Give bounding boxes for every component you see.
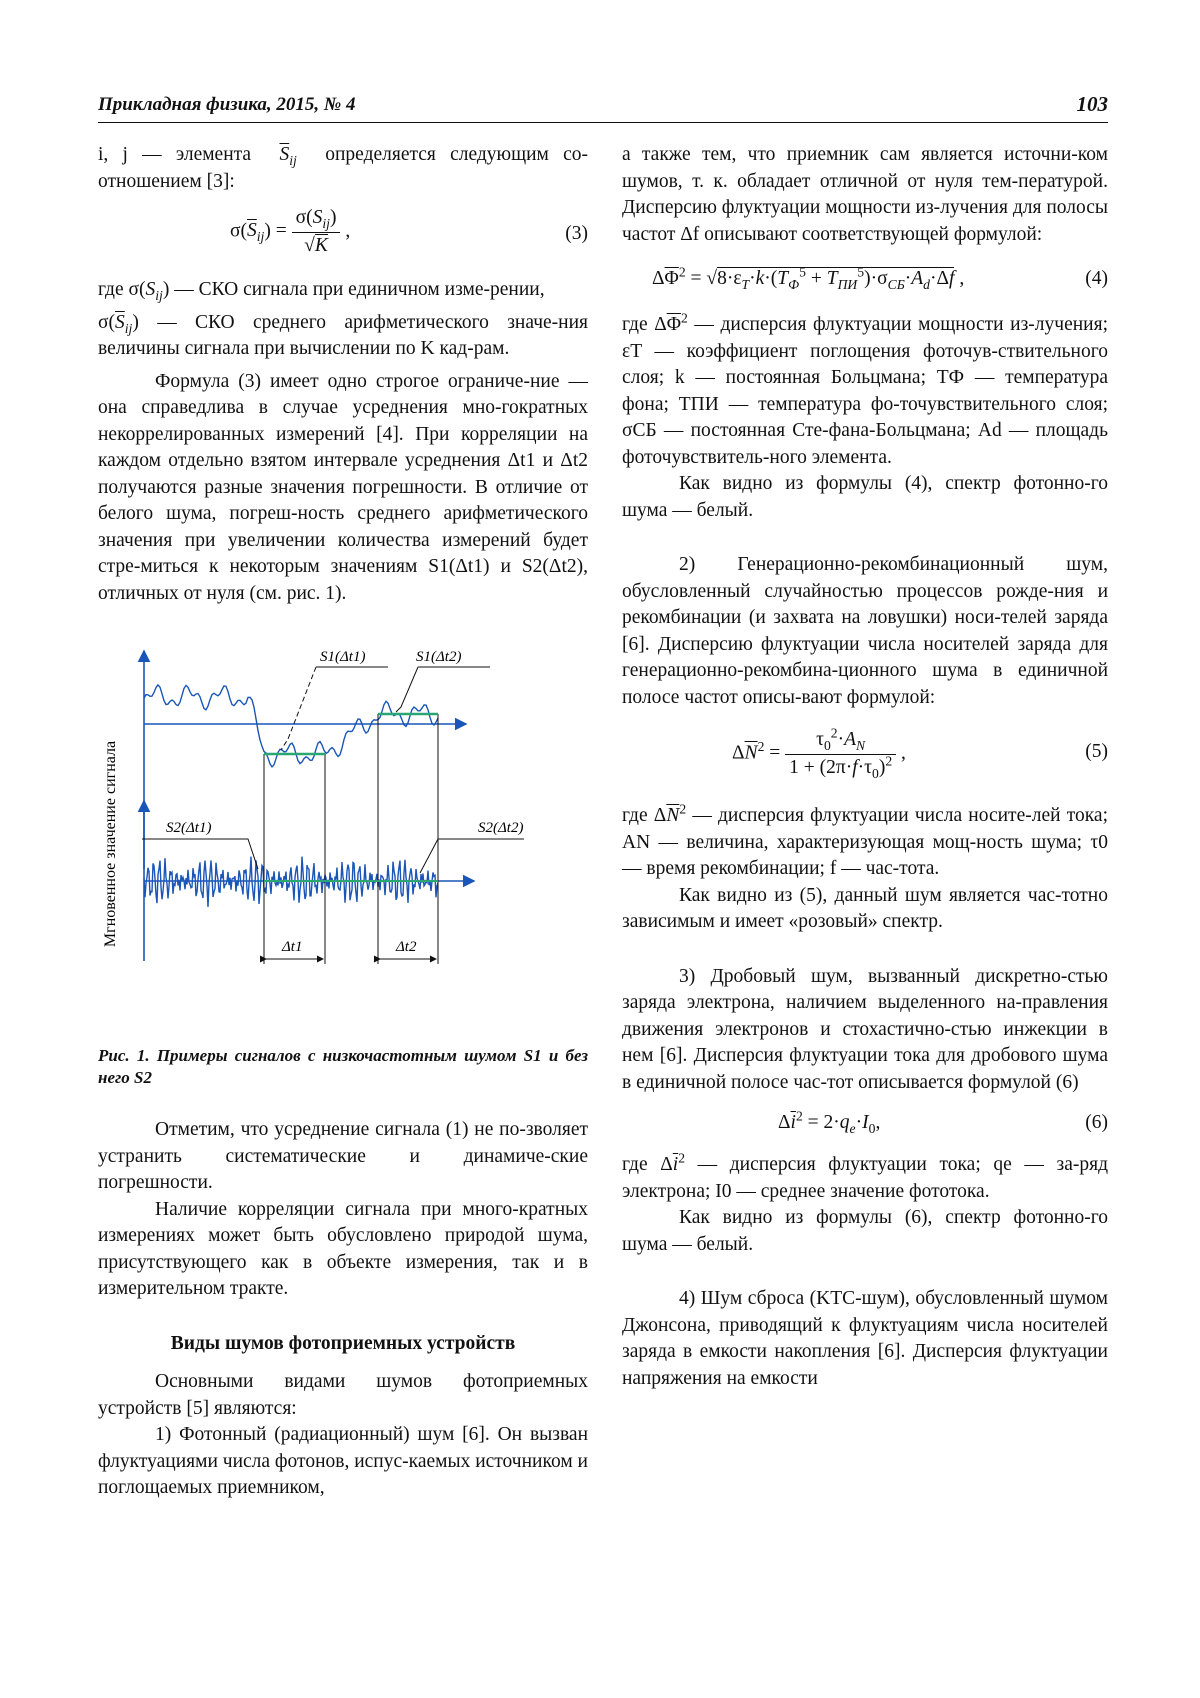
- paragraph-photon-noise: 1) Фотонный (радиационный) шум [6]. Он вызван флуктуациями числа фотонов, испус-каемых источником и поглощаемых приемником,: [98, 1424, 588, 1498]
- equation-4: $\Delta\overline{\Phi}^2 = √8\cdot\varepsilon_T\cdot k\cdot(T_Ф^5 + T_{ПИ}^5)\cdot\sigma_{СБ}\cdot A_d\cdot\Delta f$ , (4): [652, 264, 1108, 292]
- paragraph-photon-spectrum: Как видно из формулы (4), спектр фотонно-го шума — белый.: [622, 473, 1108, 521]
- left-column: [98, 142, 588, 1502]
- eq4-where-text: — дисперсия флуктуации мощности из-лучения; εT — коэффициент поглощения фоточув-ствительного слоя; k — постоянная Больцмана; TФ — температура фона; TПИ — температура фо-точувствительного слоя; σСБ — постоянная Сте-фана-Больцмана; Ad — площадь фоточувствитель-ного элемента.: [622, 314, 1108, 468]
- where-1-text: — СКО сигнала при единичном изме-рении,: [174, 279, 545, 300]
- figure-1: [98, 629, 588, 1037]
- paragraph-averaging: Отметим, что усреднение сигнала (1) не по-зволяет устранить систематические и динамиче-ские погрешности.: [98, 1119, 588, 1193]
- paragraph-eq6-where: где $\Delta\overline{i}^2$ — дисперсия флуктуации тока; qe — за-ряд электрона; I0 — среднее значение фототока.: [622, 1150, 1108, 1202]
- label-dt1: Δt1: [282, 939, 303, 955]
- paragraph-correlation: Наличие корреляции сигнала при много-кратных измерениях может быть обусловлено природой шума, присутствующего как в объекте измерения, так и в измерительном тракте.: [98, 1198, 588, 1299]
- journal-title: Прикладная физика, 2015, № 4: [98, 94, 356, 115]
- paragraph-intro: [98, 142, 588, 195]
- label-dt2: Δt2: [396, 939, 417, 955]
- paragraph-shot-spectrum: Как видно из формулы (6), спектр фотонно-го шума — белый.: [622, 1207, 1108, 1255]
- label-s1-dt1: S1(Δt1): [320, 649, 366, 665]
- equation-4-number: (4): [1085, 268, 1108, 289]
- paragraph-gr-noise: 2) Генерационно-рекомбинационный шум, обусловленный случайностью процессов рожде-ния и рекомбинации (и захвата на ловушки) носи-телей заряда [6]. Дисперсию флуктуации числа носителей заряда для генерационно-рекомбина-ционного шума в единичной полосе частот описы-вают формулой:: [622, 554, 1108, 708]
- paragraph-pink-spectrum: Как видно из (5), данный шум является час-тотно зависимым и имеет «розовый» спектр.: [622, 884, 1108, 932]
- equation-5: $\Delta\overline{N}^2$ = $\frac{\tau_0^2\cdot A_N}{1 + (2\pi\cdot f\cdot\tau_0)^2}$ , (5): [732, 725, 1108, 781]
- right-column: [622, 142, 1108, 1392]
- equation-5-number: (5): [1085, 741, 1108, 762]
- paragraph-receiver: а также тем, что приемник сам является источни-ком шумов, т. к. обладает отличной от нуля тем-пературой. Дисперсию флуктуации мощности из-лучения для полосы частот Δf описывают соответствующей формулой:: [622, 144, 1108, 245]
- paragraph-formula-3: Формула (3) имеет одно строгое ограниче-ние — она справедлива в случае усреднения мно-гократных некоррелированных измерений [4]. При корреляции на каждом отдельно взятом интервале усреднения Δt1 и Δt2 получаются разные значения погрешности. В отличие от белого шума, погреш-ность среднего арифметического значения при увеличении количества измерений будет стре-миться к некоторым значениям S1(Δt1) и S2(Δt2), отличных от нуля (см. рис. 1).: [98, 370, 588, 604]
- equation-3: $\sigma(\overline{S}_{ij})$ = $\frac{\sigma(S_{ij})}{√K}$ , (3): [230, 207, 588, 256]
- equation-6: $\Delta\overline{i}^2 = 2\cdot q_e\cdot I_0$, (6): [778, 1108, 1108, 1136]
- label-s2-dt2: S2(Δt2): [478, 820, 524, 836]
- paragraph-where-2: $\sigma(\overline{S}_{ij})$ — СКО среднего арифметического значе-ния величины сигнала при вычислении по K кад-рам.: [98, 311, 588, 359]
- eq5-where-text: — дисперсия флуктуации числа носите-лей тока; AN — величина, характеризующая мощ-ность шума; τ0 — время рекомбинации; f — час-тота.: [622, 805, 1108, 879]
- label-s2-dt1: S2(Δt1): [166, 820, 212, 836]
- paragraph-reset-noise: 4) Шум сброса (KTC-шум), обусловленный шумом Джонсона, приводящий к флуктуациям числа носителей заряда в емкости накопления [6]. Дисперсия флуктуации напряжения на емкости: [622, 1288, 1108, 1389]
- page-number: 103: [1076, 92, 1108, 116]
- where-2-text: — СКО среднего арифметического значе-ния величины сигнала при вычислении по K кад-рам.: [98, 311, 588, 359]
- label-s1-dt2: S1(Δt2): [416, 649, 462, 665]
- eq6-where-text: — дисперсия флуктуации тока; qe — за-ряд электрона; I0 — среднее значение фототока.: [622, 1154, 1108, 1202]
- paragraph-shot-noise: 3) Дробовый шум, вызванный дискретно-стью заряда электрона, наличием выделенного на-правления движения электронов и стохастично-стью инжекции в нем [6]. Дисперсия флуктуации тока для дробового шума в единичной полосе час-тот описывается формулой (6): [622, 965, 1108, 1093]
- intro-end: определяется следующим со-отношением [3]:: [98, 144, 588, 192]
- y-axis-label: Мгновенное значение сигнала: [102, 740, 119, 948]
- paragraph-eq4-where: где $\Delta\overline{\Phi}^2$ — дисперсия флуктуации мощности из-лучения; εT — коэффициент поглощения фоточув-ствительного слоя; k — постоянная Больцмана; TФ — температура фона; TПИ — температура фо-точувствительного слоя; σСБ — постоянная Сте-фана-Больцмана; Ad — площадь фоточувствитель-ного элемента.: [622, 310, 1108, 468]
- where-word: где: [98, 279, 124, 300]
- equation-3-number: (3): [565, 223, 588, 244]
- paragraph-where-1: где $\sigma(S_{ij})$ — СКО сигнала при единичном изме-рении,: [98, 279, 545, 303]
- equation-6-number: (6): [1085, 1112, 1108, 1133]
- page-header: [98, 92, 1108, 123]
- section-heading: Виды шумов фотоприемных устройств: [170, 1332, 516, 1354]
- symbol-s-ij: $\overline{S}_{ij}$: [279, 144, 297, 168]
- paragraph-noise-types: Основными видами шумов фотоприемных устройств [5] являются:: [98, 1371, 588, 1419]
- figure-caption: Рис. 1. Примеры сигналов с низкочастотным шумом S1 и без него S2: [98, 1046, 588, 1087]
- paragraph-eq5-where: где $\Delta\overline{N}^2$ — дисперсия флуктуации числа носите-лей тока; AN — величина, характеризующая мощ-ность шума; τ0 — время рекомбинации; f — час-тота.: [622, 801, 1108, 879]
- figure-1-plot: [98, 629, 588, 1037]
- intro-start: i, j — элемента: [98, 144, 252, 165]
